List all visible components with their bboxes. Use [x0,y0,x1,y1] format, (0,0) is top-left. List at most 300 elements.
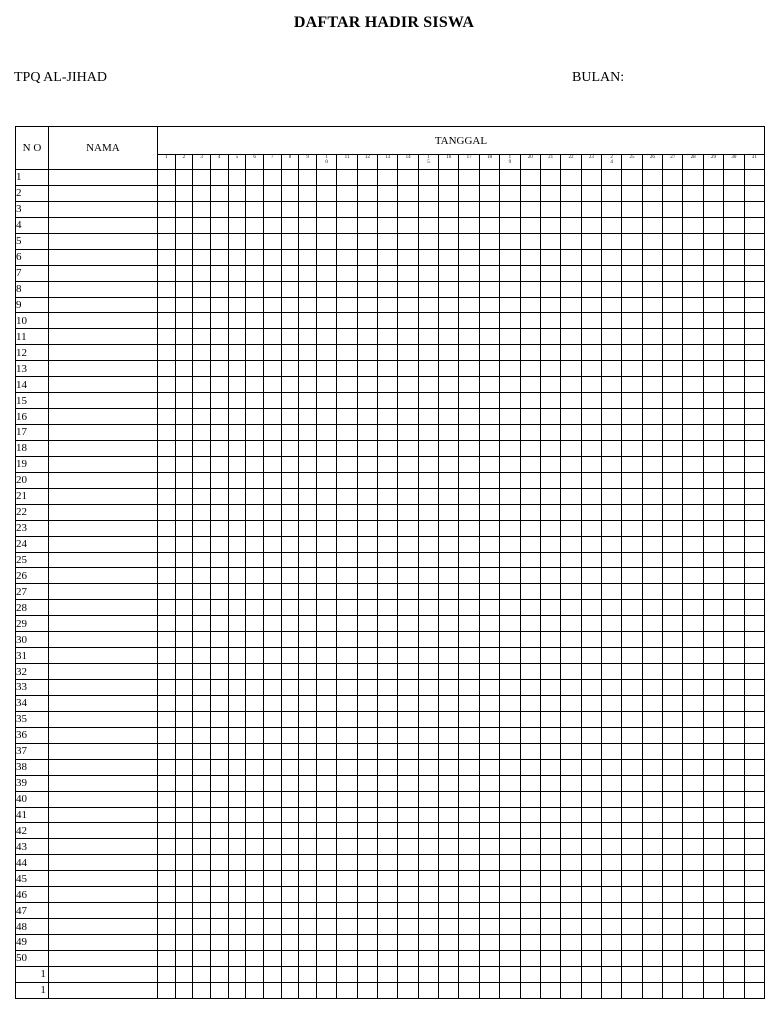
attendance-cell [398,823,418,839]
attendance-cell [602,377,622,393]
attendance-cell [479,185,499,201]
attendance-cell [228,409,246,425]
attendance-cell [520,632,540,648]
table-row [16,536,765,552]
attendance-cell [602,839,622,855]
attendance-cell [703,345,723,361]
attendance-cell [193,345,211,361]
attendance-cell [439,520,459,536]
attendance-cell [193,807,211,823]
attendance-cell [193,743,211,759]
attendance-cell [228,584,246,600]
attendance-cell [703,616,723,632]
attendance-cell [175,345,193,361]
day-header: 13 [378,155,398,170]
attendance-cell [337,807,357,823]
attendance-cell [175,632,193,648]
attendance-cell [398,919,418,935]
attendance-cell [479,775,499,791]
attendance-cell [520,982,540,998]
attendance-cell [299,504,317,520]
attendance-cell [316,966,336,982]
attendance-cell [459,791,479,807]
attendance-cell [642,520,662,536]
attendance-cell [500,552,520,568]
attendance-cell [581,472,601,488]
attendance-cell [299,345,317,361]
attendance-cell [299,950,317,966]
attendance-cell [263,966,281,982]
row-number: 50 [16,950,49,966]
attendance-cell [175,584,193,600]
attendance-cell [418,409,438,425]
attendance-cell [418,329,438,345]
attendance-cell [602,297,622,313]
attendance-cell [246,807,264,823]
attendance-cell [663,775,683,791]
attendance-cell [263,488,281,504]
name-cell [48,648,157,664]
attendance-cell [337,871,357,887]
attendance-cell [520,935,540,951]
attendance-cell [663,536,683,552]
attendance-cell [561,456,581,472]
row-number: 33 [16,680,49,696]
attendance-cell [263,648,281,664]
attendance-cell [724,600,744,616]
row-number: 24 [16,536,49,552]
attendance-cell [418,759,438,775]
attendance-cell [724,791,744,807]
attendance-cell [398,807,418,823]
attendance-cell [581,170,601,186]
attendance-cell [175,887,193,903]
attendance-cell [724,536,744,552]
day-header: 21 [540,155,560,170]
attendance-cell [642,297,662,313]
attendance-cell [357,568,377,584]
attendance-cell [210,711,228,727]
attendance-cell [540,249,560,265]
attendance-cell [418,664,438,680]
attendance-cell [337,919,357,935]
attendance-cell [299,839,317,855]
attendance-cell [193,871,211,887]
day-header: 14 [398,155,418,170]
attendance-cell [500,170,520,186]
attendance-cell [157,727,175,743]
attendance-cell [263,775,281,791]
day-header: 1 [157,155,175,170]
tanggal-header: TANGGAL [157,127,764,155]
attendance-cell [263,855,281,871]
attendance-cell [520,377,540,393]
attendance-cell [263,217,281,233]
attendance-cell [479,313,499,329]
attendance-cell [703,265,723,281]
attendance-cell [357,982,377,998]
attendance-cell [703,393,723,409]
row-number: 7 [16,265,49,281]
row-number: 27 [16,584,49,600]
table-row [16,233,765,249]
attendance-cell [663,839,683,855]
attendance-cell [357,759,377,775]
attendance-cell [581,935,601,951]
table-row [16,377,765,393]
attendance-cell [281,727,299,743]
attendance-cell [378,393,398,409]
attendance-cell [703,887,723,903]
attendance-cell [520,759,540,775]
attendance-cell [642,680,662,696]
attendance-cell [193,887,211,903]
attendance-cell [299,456,317,472]
attendance-cell [683,440,703,456]
name-cell [48,233,157,249]
attendance-cell [398,648,418,664]
row-number: 38 [16,759,49,775]
attendance-cell [263,170,281,186]
attendance-cell [246,201,264,217]
attendance-cell [622,871,642,887]
attendance-cell [520,648,540,664]
attendance-cell [540,759,560,775]
attendance-cell [683,472,703,488]
attendance-cell [418,170,438,186]
attendance-cell [602,648,622,664]
attendance-cell [642,249,662,265]
attendance-cell [157,823,175,839]
attendance-cell [520,727,540,743]
attendance-cell [622,552,642,568]
attendance-cell [500,440,520,456]
attendance-cell [228,982,246,998]
attendance-cell [479,265,499,281]
attendance-cell [459,536,479,552]
attendance-cell [622,982,642,998]
attendance-cell [418,871,438,887]
attendance-cell [316,329,336,345]
attendance-cell [520,855,540,871]
table-row [16,329,765,345]
attendance-cell [703,297,723,313]
attendance-cell [157,664,175,680]
attendance-cell [744,839,764,855]
attendance-cell [724,616,744,632]
attendance-cell [378,536,398,552]
attendance-cell [263,456,281,472]
attendance-cell [281,711,299,727]
attendance-cell [418,839,438,855]
attendance-cell [724,488,744,504]
attendance-cell [703,871,723,887]
attendance-cell [439,425,459,441]
attendance-cell [210,201,228,217]
attendance-cell [337,616,357,632]
attendance-cell [683,695,703,711]
attendance-cell [520,456,540,472]
attendance-cell [642,584,662,600]
attendance-cell [263,249,281,265]
attendance-cell [602,440,622,456]
attendance-cell [246,648,264,664]
attendance-cell [439,393,459,409]
attendance-cell [157,791,175,807]
attendance-cell [378,170,398,186]
attendance-cell [500,791,520,807]
attendance-cell [642,329,662,345]
attendance-cell [744,297,764,313]
attendance-cell [337,887,357,903]
table-row [16,297,765,313]
attendance-cell [622,409,642,425]
table-row [16,616,765,632]
attendance-cell [299,759,317,775]
name-cell [48,488,157,504]
attendance-cell [175,982,193,998]
attendance-cell [540,791,560,807]
attendance-cell [246,919,264,935]
attendance-cell [281,361,299,377]
attendance-cell [193,568,211,584]
attendance-cell [246,361,264,377]
attendance-cell [210,185,228,201]
attendance-cell [581,377,601,393]
attendance-cell [263,313,281,329]
table-row [16,313,765,329]
attendance-cell [479,249,499,265]
attendance-cell [263,950,281,966]
attendance-cell [602,982,622,998]
attendance-cell [378,249,398,265]
attendance-cell [683,281,703,297]
attendance-cell [337,903,357,919]
attendance-cell [246,935,264,951]
attendance-table [15,126,765,999]
attendance-cell [193,727,211,743]
attendance-cell [744,281,764,297]
attendance-cell [479,345,499,361]
attendance-cell [378,488,398,504]
attendance-cell [316,950,336,966]
attendance-cell [683,632,703,648]
attendance-cell [418,297,438,313]
attendance-cell [459,632,479,648]
attendance-cell [500,823,520,839]
attendance-cell [418,743,438,759]
attendance-cell [439,632,459,648]
attendance-cell [378,839,398,855]
attendance-cell [479,919,499,935]
attendance-cell [602,201,622,217]
table-row [16,935,765,951]
attendance-cell [479,504,499,520]
attendance-cell [157,982,175,998]
attendance-cell [683,743,703,759]
attendance-cell [439,680,459,696]
attendance-cell [724,775,744,791]
attendance-cell [228,632,246,648]
attendance-cell [622,488,642,504]
attendance-cell [193,456,211,472]
attendance-cell [744,743,764,759]
table-row [16,775,765,791]
attendance-cell [398,743,418,759]
row-number: 2 [16,185,49,201]
attendance-cell [520,887,540,903]
attendance-cell [479,201,499,217]
attendance-cell [157,201,175,217]
attendance-cell [357,600,377,616]
attendance-cell [602,775,622,791]
attendance-cell [228,536,246,552]
attendance-cell [439,903,459,919]
day-header: 27 [663,155,683,170]
attendance-cell [193,313,211,329]
attendance-cell [337,823,357,839]
attendance-cell [281,807,299,823]
attendance-cell [520,472,540,488]
attendance-cell [316,871,336,887]
attendance-cell [581,504,601,520]
attendance-cell [418,903,438,919]
attendance-cell [299,632,317,648]
attendance-cell [683,680,703,696]
row-number: 11 [16,329,49,345]
attendance-cell [479,440,499,456]
attendance-cell [540,201,560,217]
attendance-cell [520,185,540,201]
attendance-cell [193,281,211,297]
attendance-cell [316,711,336,727]
attendance-cell [561,425,581,441]
attendance-cell [175,265,193,281]
attendance-cell [246,536,264,552]
attendance-cell [703,855,723,871]
attendance-cell [642,440,662,456]
attendance-cell [175,664,193,680]
attendance-cell [357,249,377,265]
attendance-cell [703,584,723,600]
attendance-cell [744,201,764,217]
attendance-cell [642,616,662,632]
attendance-cell [520,488,540,504]
attendance-cell [175,552,193,568]
attendance-cell [540,281,560,297]
attendance-cell [683,584,703,600]
attendance-cell [724,552,744,568]
attendance-cell [703,377,723,393]
attendance-cell [581,648,601,664]
table-row [16,695,765,711]
attendance-cell [703,839,723,855]
attendance-cell [299,823,317,839]
attendance-cell [744,504,764,520]
attendance-cell [157,440,175,456]
attendance-cell [520,950,540,966]
attendance-cell [281,520,299,536]
attendance-cell [378,727,398,743]
attendance-cell [398,425,418,441]
attendance-cell [337,966,357,982]
row-number: 46 [16,887,49,903]
attendance-cell [316,600,336,616]
attendance-cell [540,233,560,249]
attendance-cell [663,361,683,377]
attendance-cell [622,711,642,727]
day-header: 2 [175,155,193,170]
attendance-cell [228,711,246,727]
attendance-cell [157,170,175,186]
attendance-cell [281,664,299,680]
attendance-cell [439,233,459,249]
attendance-cell [663,855,683,871]
attendance-cell [357,520,377,536]
name-cell [48,409,157,425]
attendance-cell [663,950,683,966]
name-cell [48,632,157,648]
attendance-cell [378,600,398,616]
attendance-cell [378,664,398,680]
table-row [16,393,765,409]
row-number: 22 [16,504,49,520]
attendance-cell [398,950,418,966]
attendance-cell [281,982,299,998]
attendance-cell [581,839,601,855]
attendance-cell [642,233,662,249]
attendance-cell [581,871,601,887]
attendance-cell [540,966,560,982]
attendance-cell [439,648,459,664]
attendance-cell [500,249,520,265]
attendance-cell [263,632,281,648]
attendance-cell [602,759,622,775]
attendance-cell [439,743,459,759]
attendance-cell [683,185,703,201]
attendance-cell [459,982,479,998]
attendance-cell [357,966,377,982]
attendance-cell [703,520,723,536]
attendance-cell [520,504,540,520]
attendance-cell [210,935,228,951]
attendance-cell [459,727,479,743]
row-number: 17 [16,425,49,441]
attendance-cell [642,887,662,903]
attendance-cell [246,217,264,233]
attendance-cell [683,297,703,313]
attendance-cell [642,807,662,823]
attendance-cell [724,648,744,664]
day-header: 2 4 [602,155,622,170]
attendance-cell [602,935,622,951]
attendance-cell [378,281,398,297]
attendance-cell [228,871,246,887]
attendance-cell [418,377,438,393]
attendance-cell [439,727,459,743]
attendance-cell [337,425,357,441]
attendance-cell [398,345,418,361]
row-number: 39 [16,775,49,791]
attendance-cell [439,313,459,329]
row-number: 40 [16,791,49,807]
attendance-cell [228,488,246,504]
attendance-cell [744,409,764,425]
attendance-cell [193,377,211,393]
attendance-cell [378,695,398,711]
attendance-cell [500,472,520,488]
attendance-cell [175,409,193,425]
